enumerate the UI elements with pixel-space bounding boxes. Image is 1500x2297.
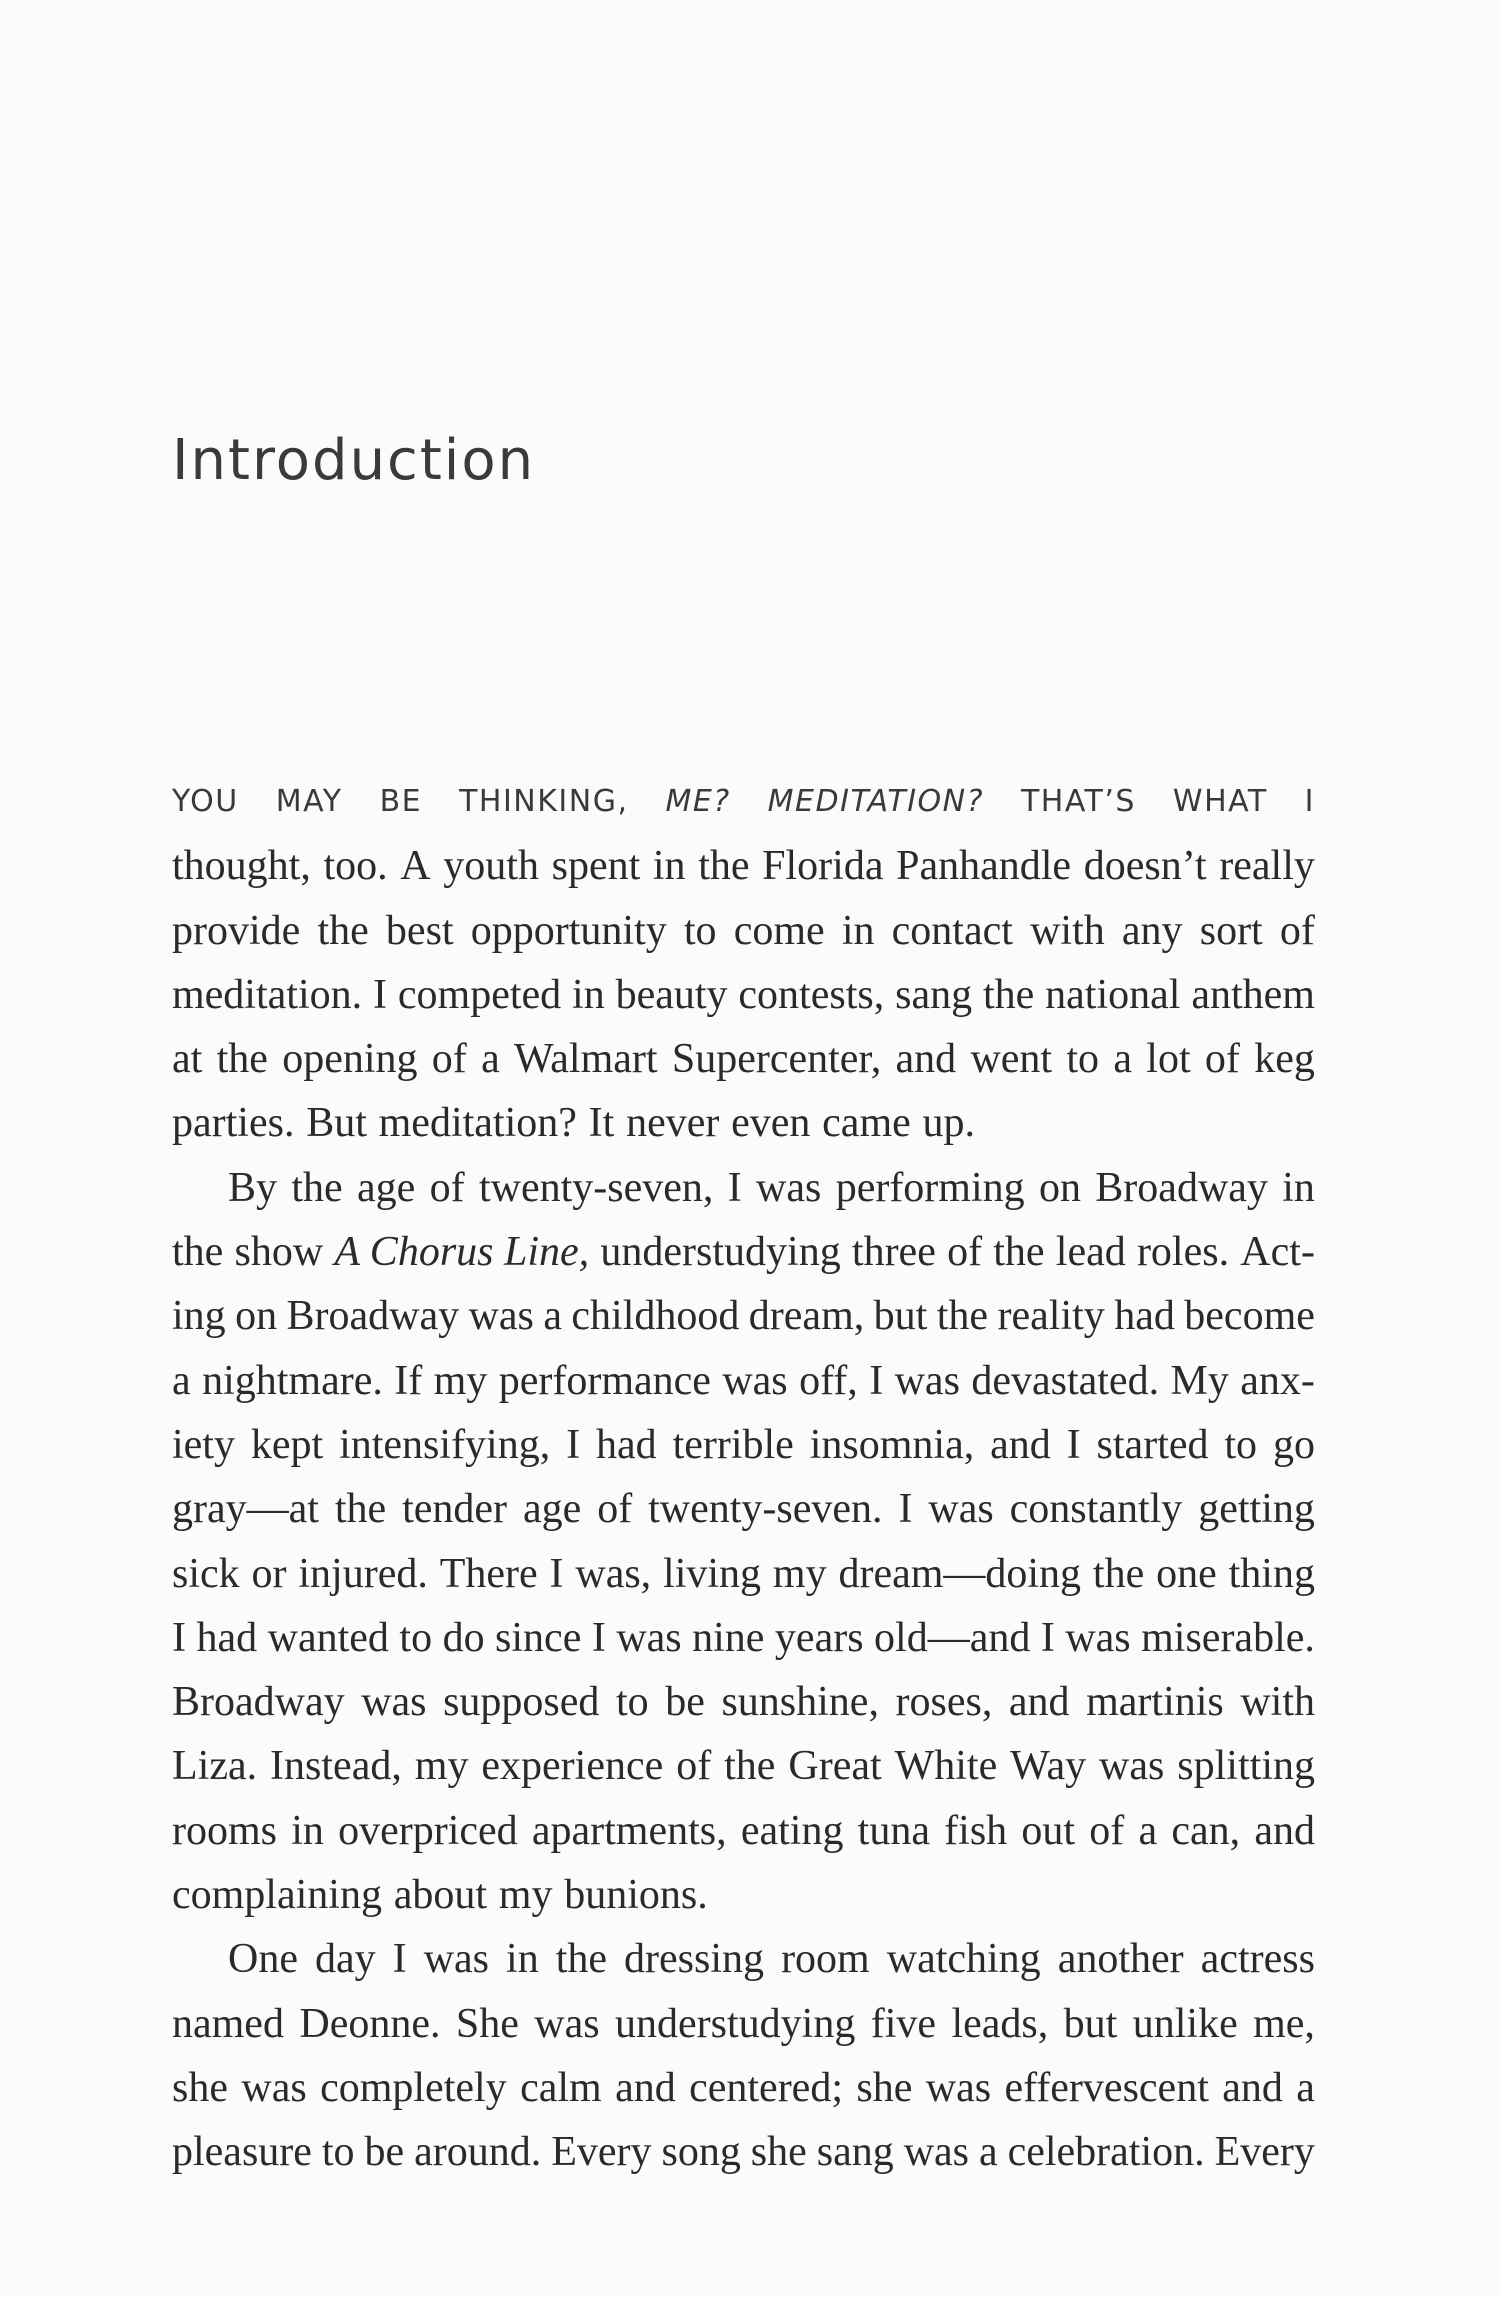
word: room	[781, 1936, 870, 1983]
word: pleasure	[172, 2129, 312, 2176]
word: the	[334, 1486, 387, 1533]
word: since	[495, 1614, 582, 1661]
word: too.	[323, 843, 388, 890]
word: of	[676, 1743, 712, 1790]
word: to	[615, 1679, 649, 1726]
word: or	[251, 1550, 287, 1597]
word: thing	[1228, 1550, 1315, 1597]
word: centered;	[689, 2064, 843, 2111]
word: of	[1089, 1807, 1125, 1854]
word: my	[772, 1550, 827, 1597]
word: living	[663, 1550, 762, 1597]
text-line	[172, 1670, 1315, 1734]
word: off,	[799, 1357, 858, 1404]
text-line	[172, 1992, 1315, 2056]
word: show	[234, 1229, 324, 1276]
text-line	[172, 1220, 1315, 1284]
word: she	[750, 2129, 807, 2176]
word: sunshine,	[721, 1679, 879, 1726]
word: If	[394, 1357, 423, 1404]
text-line	[172, 899, 1315, 963]
word: and	[990, 1421, 1051, 1468]
text-line	[172, 1863, 1315, 1927]
word: THINKING,	[459, 784, 629, 819]
word: the	[724, 1743, 776, 1790]
word: anx-	[1240, 1357, 1315, 1404]
word: a	[543, 1293, 562, 1340]
word: on	[235, 1293, 278, 1340]
word: dressing	[624, 1936, 765, 1983]
word: performance	[498, 1357, 711, 1404]
word: iety	[172, 1421, 235, 1468]
word: Broadway	[172, 1679, 345, 1726]
word: song	[661, 2129, 741, 2176]
word: lead	[1055, 1229, 1126, 1276]
word: celebration.	[1007, 2129, 1205, 2176]
word: and	[1008, 1679, 1070, 1726]
word: old—and	[874, 1614, 1031, 1661]
word: was	[928, 1486, 994, 1533]
word: Walmart	[514, 1036, 658, 1083]
word: ing	[172, 1293, 226, 1340]
text-line	[172, 1349, 1315, 1413]
word: roles.	[1136, 1229, 1230, 1276]
word: martinis	[1086, 1679, 1224, 1726]
word: sort	[1199, 907, 1263, 954]
word: named	[172, 2000, 284, 2047]
word: parties.	[172, 1100, 295, 1147]
word: had	[1114, 1293, 1175, 1340]
text-line	[172, 1927, 1315, 1991]
word: I	[1066, 1421, 1081, 1468]
text-line	[172, 1413, 1315, 1477]
word: nightmare.	[202, 1357, 383, 1404]
word: I	[549, 1550, 564, 1597]
word: the	[936, 1293, 989, 1340]
word: five	[870, 2000, 937, 2047]
word: kept	[250, 1421, 324, 1468]
word: never	[626, 1100, 720, 1147]
word: rooms	[172, 1807, 277, 1854]
word: she	[172, 2064, 228, 2111]
word: completely	[320, 2064, 507, 2111]
word: was	[468, 1293, 534, 1340]
text-line	[172, 2056, 1315, 2120]
word: terrible	[672, 1421, 794, 1468]
word: overpriced	[338, 1807, 518, 1854]
word: was	[722, 1357, 788, 1404]
word: to	[683, 907, 717, 954]
word: in	[1282, 1164, 1315, 1211]
word: tuna	[857, 1807, 930, 1854]
word: provide	[172, 907, 301, 954]
word: sang	[895, 971, 973, 1018]
word: the	[555, 1936, 608, 1983]
text-line	[172, 1542, 1315, 1606]
word: MAY	[275, 784, 343, 819]
chapter-title: Introduction	[172, 428, 536, 493]
word: WHAT	[1172, 784, 1268, 819]
word: I	[1304, 784, 1315, 819]
word: effervescent	[1004, 2064, 1209, 2111]
word: But	[306, 1100, 367, 1147]
word: had	[196, 1614, 258, 1661]
word: beauty	[615, 971, 728, 1018]
word: be	[364, 2129, 405, 2176]
word: with	[1030, 907, 1105, 954]
word: a	[1296, 2064, 1315, 2111]
text-line	[172, 1027, 1315, 1091]
word: competed	[397, 971, 562, 1018]
word: nine	[692, 1614, 765, 1661]
word: By	[228, 1164, 278, 1211]
word: Great	[788, 1743, 882, 1790]
word: She	[455, 2000, 519, 2047]
word: injured.	[298, 1550, 428, 1597]
word: three	[851, 1229, 936, 1276]
word: apartments,	[531, 1807, 727, 1854]
word: I	[392, 1936, 407, 1983]
word: the	[982, 971, 1035, 1018]
word: of	[1279, 907, 1315, 954]
word: childhood	[571, 1293, 740, 1340]
text-line	[172, 834, 1315, 898]
word: A Chorus Line,	[334, 1229, 590, 1276]
word: I	[869, 1357, 884, 1404]
word: to	[321, 2129, 355, 2176]
word: on	[1038, 1164, 1081, 1211]
word: dream,	[748, 1293, 865, 1340]
word: understudying	[615, 2000, 856, 2047]
word: to	[1066, 1036, 1100, 1083]
word: of	[1204, 1036, 1240, 1083]
word: do	[442, 1614, 485, 1661]
word: out	[1021, 1807, 1076, 1854]
text-line	[172, 1477, 1315, 1541]
word: had	[596, 1421, 657, 1468]
word: in	[506, 1936, 539, 1983]
word: anthem	[1191, 971, 1315, 1018]
text-line	[172, 770, 1315, 834]
word: and	[1222, 2064, 1283, 2111]
word: the	[291, 1164, 343, 1211]
word: the	[216, 1036, 268, 1083]
word: Way	[1010, 1743, 1087, 1790]
word: sick	[172, 1550, 240, 1597]
word: White	[894, 1743, 998, 1790]
word: was	[534, 2000, 600, 2047]
word: splitting	[1177, 1743, 1315, 1790]
word: started	[1096, 1421, 1209, 1468]
word: came	[822, 1100, 911, 1147]
text-line	[172, 1284, 1315, 1348]
word: contests,	[738, 971, 885, 1018]
word: constantly	[1009, 1486, 1183, 1533]
word: at	[172, 1036, 203, 1083]
word: the	[172, 1229, 224, 1276]
word: getting	[1198, 1486, 1315, 1533]
word: twenty-seven.	[648, 1486, 883, 1533]
word: even	[731, 1100, 811, 1147]
word: BE	[379, 784, 423, 819]
word: come	[733, 907, 825, 954]
word: went	[970, 1036, 1053, 1083]
word: Broadway	[1095, 1164, 1268, 1211]
word: around.	[414, 2129, 542, 2176]
word: contact	[891, 907, 1013, 954]
word: was	[241, 2064, 307, 2111]
word: supposed	[443, 1679, 600, 1726]
word: ME?	[665, 784, 731, 819]
word: about	[393, 1872, 488, 1919]
word: eating	[740, 1807, 844, 1854]
word: I	[898, 1486, 913, 1533]
word: Liza.	[172, 1743, 258, 1790]
word: twenty-seven,	[478, 1164, 714, 1211]
word: was	[361, 1679, 427, 1726]
text-line	[172, 963, 1315, 1027]
word: youth	[443, 843, 539, 890]
word: and	[895, 1036, 957, 1083]
word: intensifying,	[339, 1421, 551, 1468]
word: age	[356, 1164, 416, 1211]
text-line	[172, 1799, 1315, 1863]
word: insomnia,	[809, 1421, 975, 1468]
word: really	[1219, 843, 1315, 890]
word: was	[756, 1164, 822, 1211]
word: Supercenter,	[671, 1036, 882, 1083]
word: of	[429, 1164, 465, 1211]
word: in	[652, 843, 686, 890]
word: was,	[575, 1550, 652, 1597]
word: my	[433, 1357, 488, 1404]
word: calm	[520, 2064, 602, 2111]
word: watching	[886, 1936, 1041, 1983]
word: unlike	[1132, 2000, 1238, 2047]
word: up.	[922, 1100, 975, 1147]
word: A	[400, 843, 431, 890]
word: and	[615, 2064, 676, 2111]
word: was	[903, 2129, 970, 2176]
word: meditation?	[378, 1100, 577, 1147]
word: and	[1254, 1807, 1315, 1854]
word: day	[315, 1936, 376, 1983]
word: Every	[1214, 2129, 1315, 2176]
word: was	[1099, 1743, 1165, 1790]
word: I	[566, 1421, 581, 1468]
body-text	[172, 770, 1315, 2185]
text-line	[172, 1734, 1315, 1798]
word: bunions.	[564, 1872, 708, 1919]
word: I	[727, 1164, 742, 1211]
word: leads,	[951, 2000, 1049, 2047]
word: understudying	[600, 1229, 841, 1276]
word: complaining	[172, 1872, 382, 1919]
word: another	[1057, 1936, 1184, 1983]
word: gray—at	[172, 1486, 319, 1533]
word: Every	[551, 2129, 652, 2176]
word: It	[588, 1100, 615, 1147]
word: a	[172, 1357, 191, 1404]
word: can,	[1171, 1807, 1241, 1854]
word: in	[841, 907, 875, 954]
word: was	[423, 1936, 490, 1983]
word: but	[873, 1293, 928, 1340]
word: tender	[402, 1486, 508, 1533]
word: opening	[282, 1036, 418, 1083]
word: best	[385, 907, 454, 954]
word: One	[228, 1936, 298, 1983]
word: a	[1113, 1036, 1132, 1083]
text-line	[172, 2120, 1315, 2184]
word: was	[1065, 1614, 1131, 1661]
word: in	[291, 1807, 324, 1854]
word: spent	[551, 843, 641, 890]
word: meditation.	[172, 971, 363, 1018]
word: go	[1272, 1421, 1315, 1468]
word: I	[591, 1614, 606, 1661]
word: my	[498, 1872, 553, 1919]
word: thought,	[172, 843, 311, 890]
word: sang	[816, 2129, 894, 2176]
word: the	[698, 843, 750, 890]
word: any	[1121, 907, 1183, 954]
word: a	[978, 2129, 998, 2176]
word: with	[1240, 1679, 1315, 1726]
word: performing	[835, 1164, 1025, 1211]
word: my	[414, 1743, 469, 1790]
word: wanted	[267, 1614, 389, 1661]
word: national	[1045, 971, 1181, 1018]
word: of	[947, 1229, 983, 1276]
word: lot	[1146, 1036, 1191, 1083]
word: Act-	[1240, 1229, 1315, 1276]
word: in	[572, 971, 605, 1018]
word: be	[665, 1679, 705, 1726]
word: My	[1170, 1357, 1229, 1404]
word: Broadway	[286, 1293, 460, 1340]
word: There	[439, 1550, 538, 1597]
word: Instead,	[270, 1743, 402, 1790]
word: doesn’t	[1083, 843, 1207, 890]
word: keg	[1254, 1036, 1315, 1083]
word: a	[1138, 1807, 1158, 1854]
text-line	[172, 1091, 1315, 1155]
word: but	[1063, 2000, 1118, 2047]
word: THAT’S	[1020, 784, 1136, 819]
word: MEDITATION?	[767, 784, 985, 819]
word: opportunity	[470, 907, 667, 954]
word: roses,	[895, 1679, 993, 1726]
word: the	[1092, 1550, 1145, 1597]
word: to	[1224, 1421, 1258, 1468]
word: I	[1040, 1614, 1055, 1661]
word: fish	[944, 1807, 1008, 1854]
word: she	[856, 2064, 913, 2111]
word: become	[1184, 1293, 1315, 1340]
text-line	[172, 1156, 1315, 1220]
word: Panhandle	[896, 843, 1072, 890]
word: was	[616, 1614, 682, 1661]
word: was	[925, 2064, 992, 2111]
word: I	[172, 1614, 186, 1661]
word: YOU	[172, 784, 239, 819]
word: the	[993, 1229, 1045, 1276]
word: devastated.	[971, 1357, 1160, 1404]
word: age	[522, 1486, 582, 1533]
word: a	[481, 1036, 500, 1083]
word: me,	[1253, 2000, 1315, 2047]
word: Deonne.	[299, 2000, 441, 2047]
word: dream—doing	[838, 1550, 1082, 1597]
word: of	[597, 1486, 633, 1533]
word: one	[1156, 1550, 1217, 1597]
word: reality	[997, 1293, 1105, 1340]
word: the	[317, 907, 369, 954]
word: I	[373, 971, 388, 1018]
word: actress	[1200, 1936, 1315, 1983]
word: years	[774, 1614, 864, 1661]
word: Florida	[762, 843, 884, 890]
word: to	[399, 1614, 433, 1661]
word: experience	[481, 1743, 664, 1790]
word: of	[431, 1036, 467, 1083]
word: miserable.	[1141, 1614, 1315, 1661]
text-line	[172, 1606, 1315, 1670]
word: was	[894, 1357, 960, 1404]
